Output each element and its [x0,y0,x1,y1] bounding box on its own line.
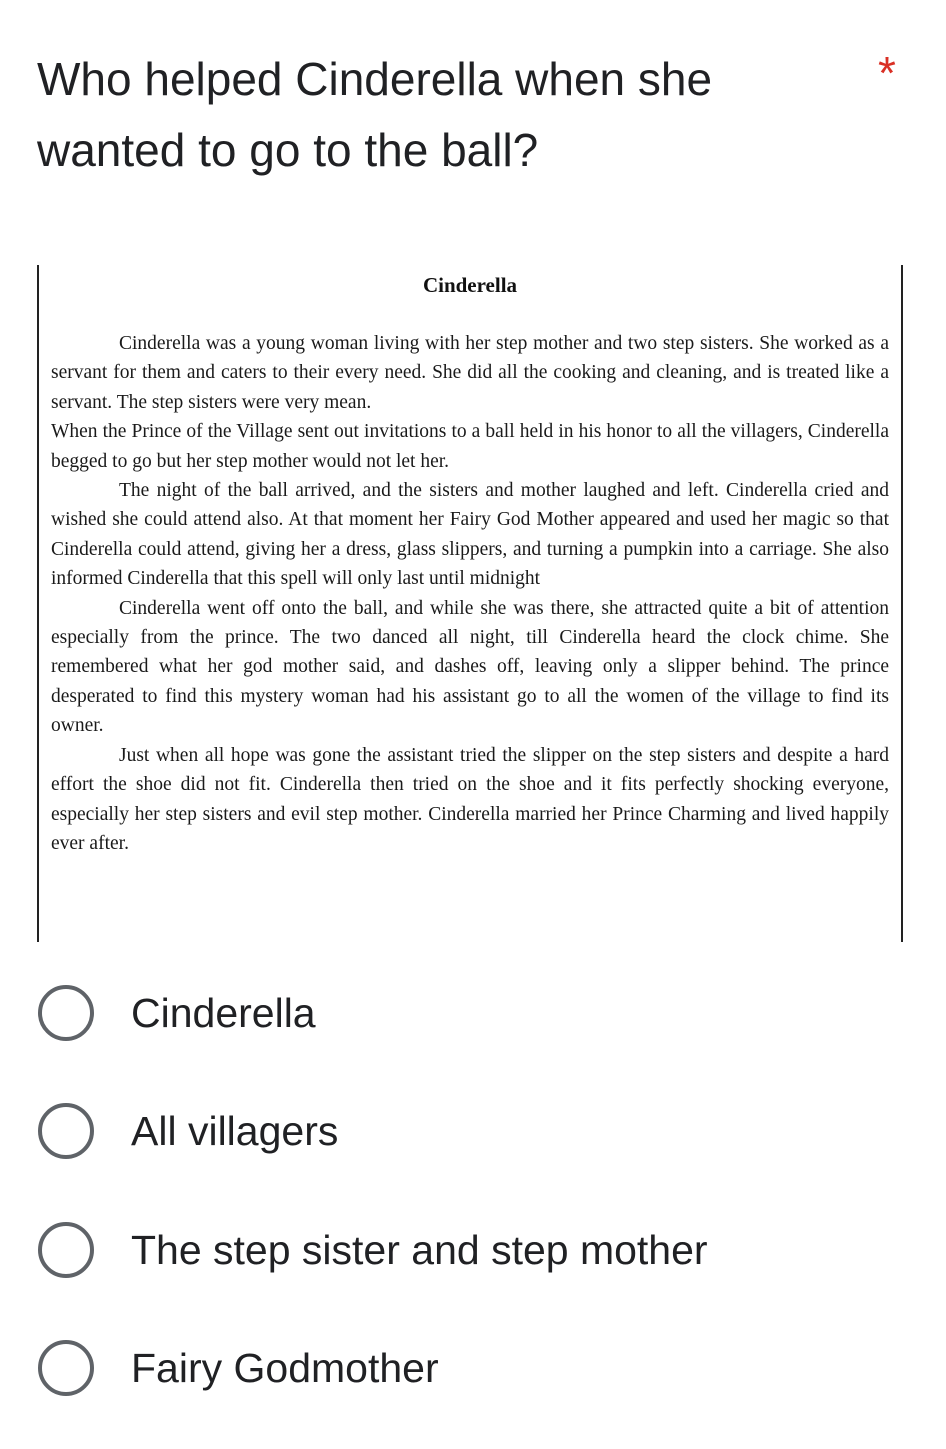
passage-body [51,329,889,858]
required-asterisk: * [878,47,896,99]
passage-paragraph: Cinderella went off onto the ball, and while she was there, she attracted quite a bit of attention especially from the prince. The two danced all night, till Cinderella heard the clock chime. She remembered what her god mother said, and dashes off, leaving only a slipper behind. The prince desperated to find this mystery woman had his assistant go to all the women of the village to find its owner. [51,597,889,737]
radio-button[interactable] [38,1103,94,1159]
passage-paragraph: Cinderella was a young woman living with her step mother and two step sisters. She worked as a servant for them and caters to their every need. She did all the cooking and cleaning, and is treated like a servant. The step sisters were very mean. [51,333,889,413]
passage-title: Cinderella [422,273,518,297]
passage-paragraph: Just when all hope was gone the assistant tried the slipper on the step sisters and despite a hard effort the shoe did not fit. Cinderella then tried on the shoe and it fits perfectly shocking everyone, especially her step sisters and evil step mother. Cinderella married her Prince Charming and lived happily ever after. [51,744,889,854]
option-label[interactable]: The step sister and step mother [131,1227,708,1273]
option-all-villagers[interactable] [0,1073,946,1191]
option-label[interactable]: Cinderella [131,990,316,1036]
question-title-line-1: Who helped Cinderella when she [37,53,713,105]
option-fairy-godmother[interactable] [0,1310,946,1428]
option-step-sister-and-step-mother[interactable] [0,1192,946,1310]
question-title [37,44,837,186]
option-label[interactable]: Fairy Godmother [131,1345,439,1391]
radio-button[interactable] [38,985,94,1041]
option-cinderella[interactable] [0,955,946,1073]
passage-image [37,265,903,942]
option-label[interactable]: All villagers [131,1108,339,1154]
passage-paragraph: The night of the ball arrived, and the sisters and mother laughed and left. Cinderella cried and wished she could attend also. At that moment her Fairy God Mother appeared and used her magic so that Cinderella could attend, giving her a dress, glass slippers, and turning a pumpkin into a carriage. She also informed Cinderella that this spell will only last until midnight [51,480,889,590]
question-title-line-2: wanted to go to the ball? [37,124,539,176]
radio-button[interactable] [38,1340,94,1396]
passage-paragraph: When the Prince of the Village sent out invitations to a ball held in his honor to all the villagers, Cinderella begged to go but her step mother would not let her. [51,421,889,472]
radio-button[interactable] [38,1222,94,1278]
